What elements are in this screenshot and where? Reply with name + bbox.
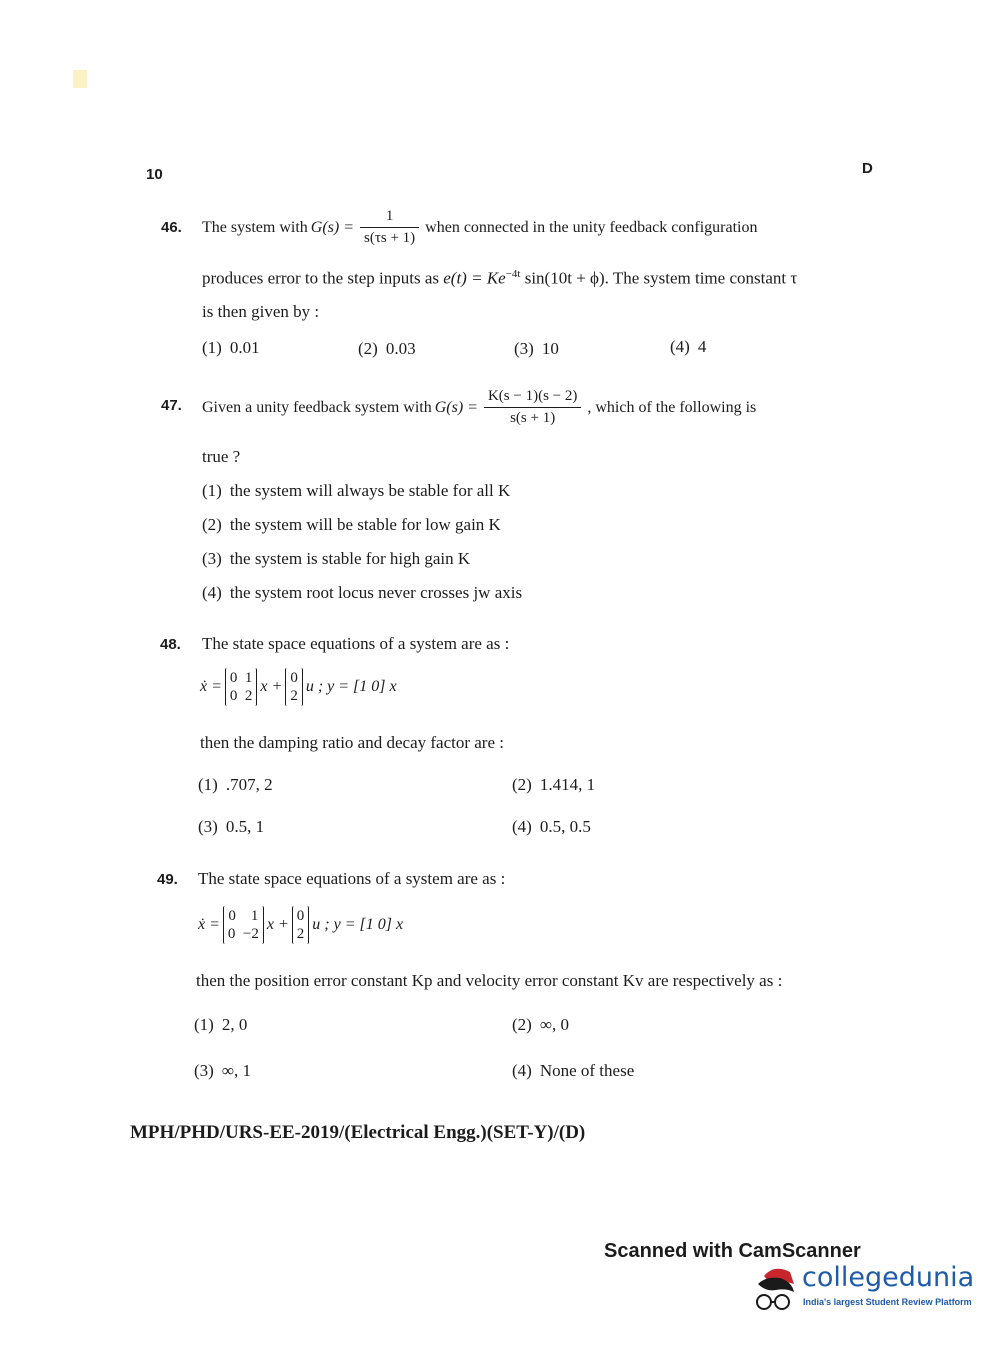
- matrix-cell: 0: [228, 908, 236, 924]
- q47-line2: true ?: [202, 447, 241, 466]
- q47-number: 47.: [161, 397, 182, 414]
- camscanner-watermark: Scanned with CamScanner: [604, 1240, 861, 1262]
- q46-line2: [202, 268, 797, 289]
- option-number: (4): [512, 817, 532, 836]
- q49-option-4: [512, 1061, 634, 1081]
- option-number: (2): [358, 339, 378, 358]
- q47-tail: , which of the following is: [587, 398, 757, 416]
- q46-error-eq: e(t) = Ke: [443, 268, 506, 288]
- logo-glasses-right: [775, 1295, 789, 1309]
- option-number: (1): [194, 1015, 214, 1034]
- q46-transfer-fraction: [360, 208, 419, 247]
- option-number: (1): [198, 775, 218, 794]
- option-number: (4): [202, 583, 222, 602]
- matrix-cell: 0: [229, 670, 238, 686]
- matrix-cell: 2: [296, 926, 305, 942]
- q46-number: 46.: [161, 219, 182, 236]
- option-text: the system will be stable for low gain K: [229, 515, 501, 534]
- matrix-cell: 2: [290, 688, 298, 704]
- q47-option-3: [202, 549, 470, 569]
- q49-option-3: [194, 1061, 251, 1081]
- option-text: the system will always be stable for all K: [229, 481, 511, 500]
- option-text: 0.5, 1: [225, 817, 265, 836]
- q49-x-plus: x +: [266, 916, 289, 933]
- matrix-cell: 1: [244, 670, 253, 686]
- q49-state-equation: [198, 906, 403, 944]
- q46-line2-text: produces error to the step inputs as: [202, 268, 439, 288]
- q48-option-1: [198, 775, 273, 795]
- option-text: 0.03: [385, 339, 416, 358]
- q46-denominator: s(τs + 1): [364, 230, 416, 246]
- option-number: (4): [512, 1061, 532, 1080]
- q48-matrix-a-row2: [230, 687, 253, 705]
- q47-option-2: [202, 515, 501, 535]
- option-number: (4): [670, 337, 690, 356]
- q49-number: 49.: [157, 871, 178, 888]
- option-number: (1): [202, 338, 222, 357]
- option-text: ∞, 1: [221, 1061, 251, 1080]
- q47-option-1: [202, 481, 510, 501]
- option-number: (2): [202, 515, 222, 534]
- q49-matrix-a-row1: [228, 907, 259, 925]
- option-text: None of these: [539, 1061, 635, 1080]
- q46-exponent: −4t: [505, 268, 521, 280]
- q46-tail: when connected in the unity feedback configuration: [425, 218, 758, 236]
- q49-then: then the position error constant Kp and velocity error constant Kv are respectively as :: [196, 971, 783, 990]
- option-number: (2): [512, 775, 532, 794]
- q47-denominator: s(s + 1): [510, 410, 556, 426]
- q46-line1: [202, 208, 757, 247]
- q47-lead: Given a unity feedback system with: [202, 398, 432, 416]
- q47-transfer-fraction: [484, 388, 581, 427]
- logo-glasses-left: [757, 1295, 771, 1309]
- matrix-cell: 1: [250, 908, 259, 924]
- matrix-cell: 2: [244, 688, 253, 704]
- q46-line3: is then given by :: [202, 302, 320, 321]
- exam-code-footer: MPH/PHD/URS-EE-2019/(Electrical Engg.)(SET-Y)/(D): [130, 1122, 586, 1143]
- option-number: (3): [194, 1061, 214, 1080]
- collegedunia-tagline: India's largest Student Review Platform: [803, 1297, 972, 1307]
- option-number: (3): [202, 549, 222, 568]
- q49-option-2: [512, 1015, 569, 1035]
- scan-smudge: [73, 70, 87, 88]
- option-text: 2, 0: [221, 1015, 248, 1034]
- option-text: 10: [541, 339, 559, 358]
- page-number: 10: [146, 166, 163, 183]
- q48-matrix-a-row1: [230, 669, 253, 687]
- q49-option-1: [194, 1015, 247, 1035]
- q48-option-3: [198, 817, 264, 837]
- option-number: (3): [514, 339, 534, 358]
- q48-x-plus: x +: [260, 678, 283, 695]
- q49-matrix-b: [292, 906, 310, 944]
- option-number: (3): [198, 817, 218, 836]
- q46-sin: sin(10t + ϕ). The system time constant τ: [524, 268, 798, 288]
- q48-option-4: [512, 817, 591, 837]
- q46-option-2: [358, 339, 416, 359]
- q49-matrix-a: [223, 906, 264, 944]
- q46-option-1: [202, 338, 260, 358]
- matrix-cell: 0: [290, 670, 298, 686]
- q47-option-4: [202, 583, 522, 603]
- matrix-cell: −2: [242, 926, 259, 942]
- option-text: 4: [697, 337, 707, 356]
- q48-matrix-a: [225, 668, 258, 706]
- option-text: 0.01: [229, 338, 260, 357]
- option-number: (2): [512, 1015, 532, 1034]
- q48-text: The state space equations of a system are as :: [202, 634, 510, 653]
- q47-g-lhs: G(s) =: [434, 398, 478, 416]
- option-text: ∞, 0: [539, 1015, 569, 1034]
- q49-text: The state space equations of a system are as :: [198, 869, 506, 888]
- option-text: 1.414, 1: [539, 775, 596, 794]
- q48-then: then the damping ratio and decay factor are :: [200, 733, 504, 752]
- q46-lead: The system with: [202, 218, 308, 236]
- set-code: D: [862, 160, 873, 177]
- q48-number: 48.: [160, 636, 181, 653]
- matrix-cell: 0: [227, 926, 236, 942]
- q49-matrix-a-row2: [228, 925, 259, 943]
- option-text: the system root locus never crosses jw axis: [229, 583, 523, 602]
- matrix-cell: 0: [229, 688, 238, 704]
- matrix-cell: 0: [296, 908, 305, 924]
- q47-line1: [202, 388, 756, 427]
- q46-numerator: 1: [360, 208, 419, 228]
- q48-state-equation: [200, 668, 397, 706]
- option-text: the system is stable for high gain K: [229, 549, 471, 568]
- q48-output-eq: u ; y = [1 0] x: [305, 678, 397, 695]
- q46-option-3: [514, 339, 559, 359]
- option-text: .707, 2: [225, 775, 273, 794]
- q49-xdot: ẋ =: [198, 916, 220, 933]
- q48-xdot: ẋ =: [200, 678, 222, 695]
- q48-matrix-b: [285, 668, 303, 706]
- option-number: (1): [202, 481, 222, 500]
- q49-output-eq: u ; y = [1 0] x: [312, 916, 404, 933]
- option-text: 0.5, 0.5: [539, 817, 591, 836]
- q48-option-2: [512, 775, 595, 795]
- q46-option-4: [670, 337, 706, 357]
- q46-g-lhs: G(s) =: [310, 218, 354, 236]
- q47-numerator: K(s − 1)(s − 2): [484, 388, 581, 408]
- collegedunia-brand: collegedunia: [802, 1262, 975, 1293]
